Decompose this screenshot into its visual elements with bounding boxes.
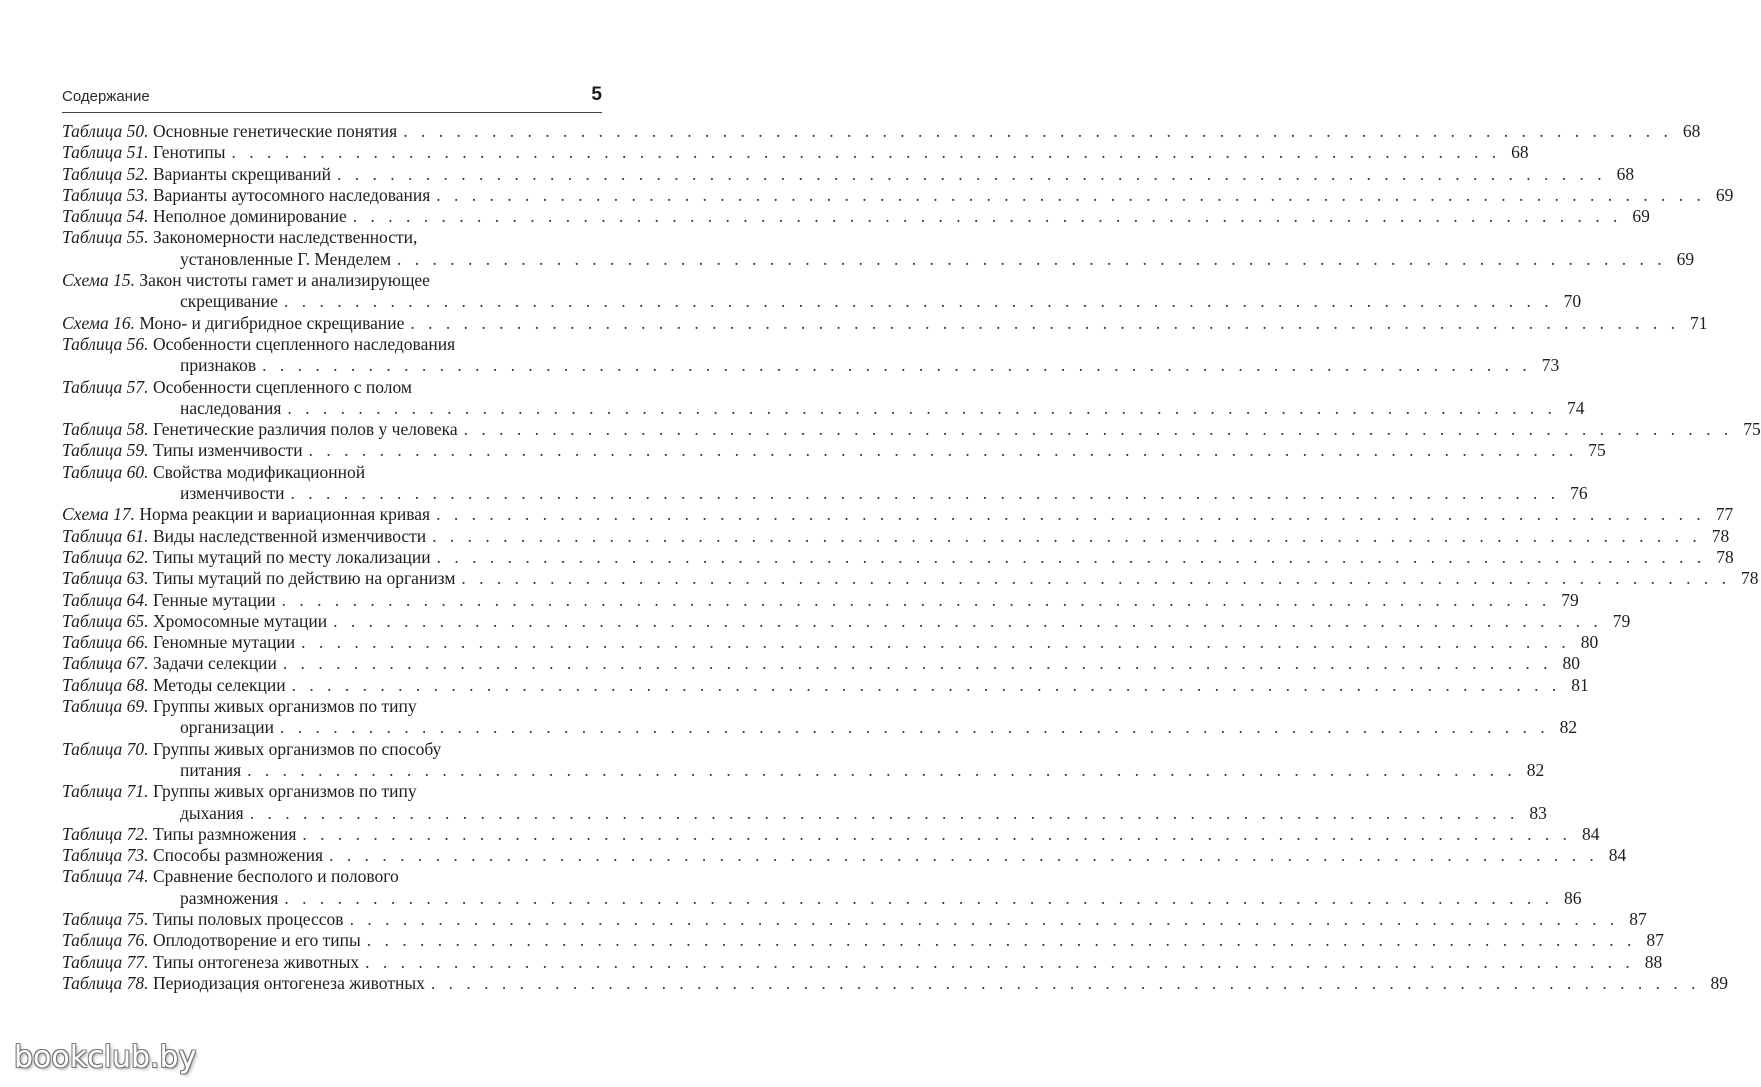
toc-entry-page: 80 [1562, 653, 1580, 674]
toc-entry-title: Генотипы [152, 142, 226, 163]
header-title: Содержание [62, 88, 150, 105]
toc-entry-continuation [62, 717, 1578, 738]
toc-entry-page: 78 [1716, 546, 1734, 567]
toc-entry-continuation [62, 887, 1582, 909]
dot-leader: . . . . . . . . . . . . . . . . . . . . . . . . . . . . . . . . . . . . . . . . . . . . . . . . . . . . . . . . . . . . . . . . . . . . . . . . [436, 546, 1706, 567]
toc-entry-page: 88 [1644, 951, 1663, 972]
toc-entry-label: Таблица 61. [62, 525, 149, 546]
dot-leader: . . . . . . . . . . . . . . . . . . . . . . . . . . . . . . . . . . . . . . . . . . . . . . . . . . . . . . . . . . . . . . . . . . . . . . . . [301, 632, 1571, 653]
toc-entry-title-continued: признаков [180, 355, 257, 376]
toc-entry-continuation [62, 483, 1588, 504]
toc-entry-page: 71 [1690, 312, 1708, 333]
watermark: bookclub.by [14, 1040, 197, 1075]
toc-entry-page: 81 [1571, 674, 1589, 695]
toc-entry [62, 610, 1631, 632]
toc-entry-title: Типы мутаций по действию на организм [152, 568, 456, 589]
toc-entry-label: Таблица 54. [62, 206, 149, 227]
toc-entry-label: Таблица 70. [62, 738, 149, 759]
toc-entry-title: Группы живых организмов по типу [152, 696, 417, 717]
dot-leader: . . . . . . . . . . . . . . . . . . . . . . . . . . . . . . . . . . . . . . . . . . . . . . . . . . . . . . . . . . . . . . . . . . . . . . . . [430, 972, 1700, 993]
toc-entry [62, 163, 1635, 185]
toc-entry-label: Таблица 72. [62, 823, 149, 844]
toc-entry-line [62, 908, 1647, 930]
toc-entry-page: 69 [1715, 184, 1734, 205]
toc-entry-line [62, 270, 599, 291]
toc-entry-page: 89 [1710, 972, 1728, 993]
toc-entry-line [62, 951, 1663, 973]
toc-entry [62, 312, 1708, 334]
toc-entry-continuation [62, 802, 1547, 824]
toc-entry-page: 75 [1588, 440, 1606, 461]
toc-entry-label: Таблица 69. [62, 696, 149, 717]
toc-entry-page: 83 [1529, 802, 1547, 823]
toc-entry-continuation [62, 759, 1545, 781]
toc-entry [62, 866, 1582, 909]
toc-entry-label: Таблица 58. [62, 419, 149, 440]
toc-entry-label: Таблица 64. [62, 589, 149, 610]
toc-entry [62, 333, 1560, 377]
toc-entry-page: 70 [1563, 291, 1582, 312]
toc-entry [62, 781, 1547, 824]
toc-entry-line [62, 930, 1664, 951]
toc-entry-page: 69 [1676, 248, 1695, 269]
toc-entry-line [62, 184, 1734, 206]
toc-entry-label: Схема 15. [62, 270, 135, 291]
toc-entry-label: Таблица 71. [62, 781, 149, 802]
toc-entry-title-continued: изменчивости [180, 483, 285, 504]
toc-entry-title: Основные генетические понятия [152, 121, 398, 141]
dot-leader: . . . . . . . . . . . . . . . . . . . . . . . . . . . . . . . . . . . . . . . . . . . . . . . . . . . . . . . . . . . . . . . . . . . . . . . . [432, 525, 1702, 546]
toc-entry-label: Таблица 68. [62, 674, 149, 695]
toc-entry-label: Таблица 63. [62, 568, 149, 589]
toc-entry [62, 206, 1650, 227]
toc-entry-title: Способы размножения [152, 845, 324, 866]
toc-entry-label: Таблица 53. [62, 184, 149, 205]
toc-entry-page: 77 [1715, 504, 1734, 525]
toc-entry-title: Типы онтогенеза животных [152, 951, 360, 972]
dot-leader: . . . . . . . . . . . . . . . . . . . . . . . . . . . . . . . . . . . . . . . . . . . . . . . . . . . . . . . . . . . . . . . . . . . . . . . . [231, 142, 1501, 163]
toc-entry-page: 86 [1563, 887, 1582, 908]
toc-entry-title-continued: размножения [180, 887, 279, 908]
dot-leader: . . . . . . . . . . . . . . . . . . . . . . . . . . . . . . . . . . . . . . . . . . . . . . . . . . . . . . . . . . . . . . . . . . . . . . . . [463, 419, 1733, 440]
toc-entry-label: Таблица 55. [62, 227, 149, 248]
toc-entry-title: Закон чистоты гамет и анализирующее [139, 270, 430, 291]
toc-entry-continuation [62, 291, 1582, 312]
toc-entry-label: Таблица 60. [62, 461, 149, 482]
toc-entry [62, 632, 1599, 653]
toc-entry-title: Генетические различия полов у человека [152, 419, 458, 440]
dot-leader: . . . . . . . . . . . . . . . . . . . . . . . . . . . . . . . . . . . . . . . . . . . . . . . . . . . . . . . . . . . . . . . . . . . . . . . . [284, 887, 1554, 908]
dot-leader: . . . . . . . . . . . . . . . . . . . . . . . . . . . . . . . . . . . . . . . . . . . . . . . . . . . . . . . . . . . . . . . . . . . . . . . . [290, 483, 1560, 504]
toc-entry [62, 568, 1759, 589]
toc-entry-line [62, 377, 599, 398]
table-of-contents [62, 121, 1761, 994]
toc-entry-label: Таблица 62. [62, 546, 149, 567]
toc-entry-line [62, 823, 1600, 845]
toc-entry-title: Моно- и дигибридное скрещивание [139, 312, 405, 333]
toc-entry-page: 80 [1580, 632, 1599, 653]
toc-entry-title: Закономерности наследственности, [152, 227, 418, 248]
dot-leader: . . . . . . . . . . . . . . . . . . . . . . . . . . . . . . . . . . . . . . . . . . . . . . . . . . . . . . . . . . . . . . . . . . . . . . . . [397, 248, 1667, 269]
toc-entry-line [62, 568, 1759, 589]
dot-leader: . . . . . . . . . . . . . . . . . . . . . . . . . . . . . . . . . . . . . . . . . . . . . . . . . . . . . . . . . . . . . . . . . . . . . . . . [336, 163, 1607, 184]
toc-entry-title: Варианты скрещиваний [152, 163, 331, 184]
toc-entry-title: Хромосомные мутации [152, 610, 328, 631]
toc-entry-label: Таблица 76. [62, 930, 149, 951]
toc-entry [62, 972, 1728, 994]
toc-entry-page: 82 [1526, 759, 1545, 780]
toc-entry-page: 84 [1608, 845, 1627, 866]
toc-entry-page: 78 [1741, 568, 1759, 589]
toc-entry-line [62, 674, 1589, 696]
toc-entry-continuation [62, 397, 1585, 419]
toc-entry-label: Таблица 78. [62, 972, 149, 993]
toc-entry [62, 461, 1588, 505]
toc-entry-title-continued: организации [180, 717, 274, 738]
toc-entry [62, 589, 1579, 611]
toc-entry-line [62, 546, 1734, 568]
toc-entry-label: Таблица 77. [62, 951, 149, 972]
toc-entry [62, 546, 1734, 568]
toc-entry-label: Таблица 51. [62, 142, 149, 163]
toc-entry [62, 121, 1701, 142]
toc-entry-title: Особенности сцепленного наследования [152, 333, 456, 354]
dot-leader: . . . . . . . . . . . . . . . . . . . . . . . . . . . . . . . . . . . . . . . . . . . . . . . . . . . . . . . . . . . . . . . . . . . . . . . . [287, 397, 1557, 418]
toc-entry-page: 73 [1541, 355, 1560, 376]
toc-entry [62, 823, 1600, 845]
dot-leader: . . . . . . . . . . . . . . . . . . . . . . . . . . . . . . . . . . . . . . . . . . . . . . . . . . . . . . . . . . . . . . . . . . . . . . . . [461, 568, 1731, 589]
dot-leader: . . . . . . . . . . . . . . . . . . . . . . . . . . . . . . . . . . . . . . . . . . . . . . . . . . . . . . . . . . . . . . . . . . . . . . . . [436, 184, 1706, 205]
toc-entry-label: Таблица 66. [62, 632, 149, 653]
dot-leader: . . . . . . . . . . . . . . . . . . . . . . . . . . . . . . . . . . . . . . . . . . . . . . . . . . . . . . . . . . . . . . . . . . . . . . . . [247, 759, 1517, 780]
toc-entry-page: 78 [1711, 525, 1730, 546]
toc-entry [62, 674, 1589, 696]
dot-leader: . . . . . . . . . . . . . . . . . . . . . . . . . . . . . . . . . . . . . . . . . . . . . . . . . . . . . . . . . . . . . . . . . . . . . . . . [329, 845, 1599, 866]
toc-entry-line [62, 653, 1580, 674]
toc-entry-page: 87 [1629, 908, 1647, 929]
toc-entry-title-continued: питания [180, 759, 242, 780]
toc-entry [62, 525, 1730, 547]
toc-entry-label: Таблица 74. [62, 866, 149, 887]
toc-entry-title-continued: скрещивание [180, 291, 278, 312]
toc-entry-page: 74 [1567, 397, 1585, 418]
toc-entry-page: 87 [1646, 930, 1664, 951]
toc-entry-page: 84 [1582, 823, 1600, 844]
dot-leader: . . . . . . . . . . . . . . . . . . . . . . . . . . . . . . . . . . . . . . . . . . . . . . . . . . . . . . . . . . . . . . . . . . . . . . . . [410, 312, 1680, 333]
dot-leader: . . . . . . . . . . . . . . . . . . . . . . . . . . . . . . . . . . . . . . . . . . . . . . . . . . . . . . . . . . . . . . . . . . . . . . . . [283, 291, 1554, 312]
toc-entry-title: Геномные мутации [152, 632, 296, 653]
dot-leader: . . . . . . . . . . . . . . . . . . . . . . . . . . . . . . . . . . . . . . . . . . . . . . . . . . . . . . . . . . . . . . . . . . . . . . . . [282, 653, 1552, 674]
toc-entry-title: Задачи селекции [152, 653, 277, 674]
toc-entry-line [62, 525, 1730, 547]
toc-entry [62, 845, 1627, 866]
page-number: 5 [591, 84, 602, 105]
dot-leader: . . . . . . . . . . . . . . . . . . . . . . . . . . . . . . . . . . . . . . . . . . . . . . . . . . . . . . . . . . . . . . . . . . . . . . . . [365, 951, 1635, 972]
toc-entry-title: Генные мутации [152, 589, 276, 610]
toc-entry-page: 68 [1682, 121, 1701, 141]
toc-entry-page: 69 [1632, 206, 1650, 227]
toc-entry-page: 79 [1561, 589, 1579, 610]
dot-leader: . . . . . . . . . . . . . . . . . . . . . . . . . . . . . . . . . . . . . . . . . . . . . . . . . . . . . . . . . . . . . . . . . . . . . . . . [281, 589, 1551, 610]
toc-entry [62, 227, 1695, 270]
toc-entry-label: Схема 16. [62, 312, 135, 333]
toc-entry-label: Таблица 67. [62, 653, 149, 674]
toc-entry-title: Периодизация онтогенеза животных [152, 972, 425, 993]
toc-entry-title: Методы селекции [152, 674, 286, 695]
toc-entry-page: 82 [1559, 717, 1578, 738]
toc-entry-page: 76 [1570, 483, 1588, 504]
toc-entry-title: Типы изменчивости [152, 440, 303, 461]
toc-entry [62, 951, 1663, 973]
toc-entry-title: Типы мутаций по месту локализации [152, 546, 431, 567]
dot-leader: . . . . . . . . . . . . . . . . . . . . . . . . . . . . . . . . . . . . . . . . . . . . . . . . . . . . . . . . . . . . . . . . . . . . . . . . [249, 802, 1519, 823]
toc-entry-title: Сравнение бесполого и полового [152, 866, 399, 887]
toc-entry-line [62, 739, 599, 760]
dot-leader: . . . . . . . . . . . . . . . . . . . . . . . . . . . . . . . . . . . . . . . . . . . . . . . . . . . . . . . . . . . . . . . . . . . . . . . . [302, 823, 1572, 844]
toc-entry-line [62, 972, 1728, 994]
toc-entry-line [62, 589, 1579, 611]
toc-entry-title-continued: наследования [180, 397, 282, 418]
toc-entry-title: Свойства модификационной [152, 461, 366, 482]
toc-entry-line [62, 610, 1631, 632]
toc-entry-line [62, 504, 1734, 525]
toc-entry-line [62, 419, 1761, 440]
toc-entry [62, 440, 1606, 461]
toc-entry-title-continued: дыхания [180, 802, 244, 823]
toc-entry-title: Варианты аутосомного наследования [152, 184, 431, 205]
toc-entry-line [62, 206, 1650, 227]
toc-entry-page: 75 [1743, 419, 1761, 440]
toc-entry-line [62, 334, 599, 355]
toc-entry [62, 696, 1578, 739]
dot-leader: . . . . . . . . . . . . . . . . . . . . . . . . . . . . . . . . . . . . . . . . . . . . . . . . . . . . . . . . . . . . . . . . . . . . . . . . [366, 930, 1636, 951]
toc-entry-line [62, 163, 1635, 185]
toc-entry-label: Таблица 57. [62, 376, 149, 397]
toc-entry-label: Схема 17. [62, 504, 135, 525]
running-header [62, 84, 602, 110]
toc-entry [62, 653, 1580, 674]
dot-leader: . . . . . . . . . . . . . . . . . . . . . . . . . . . . . . . . . . . . . . . . . . . . . . . . . . . . . . . . . . . . . . . . . . . . . . . . [333, 610, 1603, 631]
toc-entry-title: Норма реакции и вариационная кривая [139, 504, 431, 525]
header-rule [62, 112, 602, 113]
toc-entry-title: Виды наследственной изменчивости [152, 525, 427, 546]
dot-leader: . . . . . . . . . . . . . . . . . . . . . . . . . . . . . . . . . . . . . . . . . . . . . . . . . . . . . . . . . . . . . . . . . . . . . . . . [436, 504, 1706, 525]
toc-entry-line [62, 845, 1627, 866]
toc-entry-page: 68 [1511, 142, 1529, 163]
toc-entry [62, 738, 1545, 782]
toc-entry-label: Таблица 52. [62, 163, 149, 184]
dot-leader: . . . . . . . . . . . . . . . . . . . . . . . . . . . . . . . . . . . . . . . . . . . . . . . . . . . . . . . . . . . . . . . . . . . . . . . . [262, 355, 1532, 376]
toc-entry-title: Неполное доминирование [152, 206, 347, 227]
dot-leader: . . . . . . . . . . . . . . . . . . . . . . . . . . . . . . . . . . . . . . . . . . . . . . . . . . . . . . . . . . . . . . . . . . . . . . . . [308, 440, 1578, 461]
toc-entry-label: Таблица 56. [62, 333, 149, 354]
toc-entry [62, 142, 1529, 163]
toc-entry-line [62, 312, 1708, 334]
toc-entry-label: Таблица 50. [62, 121, 149, 141]
toc-entry-line [62, 121, 1701, 142]
toc-entry [62, 504, 1734, 525]
toc-entry-continuation [62, 355, 1560, 376]
toc-entry-label: Таблица 59. [62, 440, 149, 461]
toc-entry-title: Типы размножения [152, 823, 297, 844]
toc-entry-line [62, 781, 599, 802]
toc-entry-label: Таблица 73. [62, 845, 149, 866]
toc-entry-page: 68 [1616, 163, 1635, 184]
toc-entry-continuation [62, 248, 1695, 270]
toc-entry-title: Оплодотворение и его типы [152, 930, 361, 951]
toc-entry-line [62, 440, 1606, 461]
toc-entry-line [62, 227, 599, 248]
toc-entry [62, 419, 1761, 440]
toc-entry-line [62, 632, 1599, 653]
toc-entry-title: Группы живых организмов по типу [152, 781, 417, 802]
toc-entry [62, 270, 1582, 313]
dot-leader: . . . . . . . . . . . . . . . . . . . . . . . . . . . . . . . . . . . . . . . . . . . . . . . . . . . . . . . . . . . . . . . . . . . . . . . . [349, 908, 1619, 929]
dot-leader: . . . . . . . . . . . . . . . . . . . . . . . . . . . . . . . . . . . . . . . . . . . . . . . . . . . . . . . . . . . . . . . . . . . . . . . . [352, 206, 1622, 227]
toc-entry-line [62, 462, 599, 483]
toc-entry-title-continued: установленные Г. Менделем [180, 248, 392, 269]
toc-entry-page: 79 [1612, 610, 1631, 631]
toc-entry [62, 184, 1734, 206]
dot-leader: . . . . . . . . . . . . . . . . . . . . . . . . . . . . . . . . . . . . . . . . . . . . . . . . . . . . . . . . . . . . . . . . . . . . . . . . [403, 121, 1673, 141]
toc-entry-title: Группы живых организмов по способу [152, 738, 442, 759]
dot-leader: . . . . . . . . . . . . . . . . . . . . . . . . . . . . . . . . . . . . . . . . . . . . . . . . . . . . . . . . . . . . . . . . . . . . . . . . [279, 717, 1550, 738]
toc-entry-title: Особенности сцепленного с полом [152, 376, 412, 397]
toc-entry-line [62, 696, 599, 717]
toc-entry [62, 908, 1647, 930]
toc-entry [62, 376, 1585, 420]
dot-leader: . . . . . . . . . . . . . . . . . . . . . . . . . . . . . . . . . . . . . . . . . . . . . . . . . . . . . . . . . . . . . . . . . . . . . . . . [291, 674, 1561, 695]
toc-entry-label: Таблица 75. [62, 908, 149, 929]
toc-entry [62, 930, 1664, 951]
toc-entry-line [62, 142, 1529, 163]
toc-entry-label: Таблица 65. [62, 610, 149, 631]
toc-entry-title: Типы половых процессов [152, 908, 344, 929]
toc-entry-line [62, 866, 599, 887]
